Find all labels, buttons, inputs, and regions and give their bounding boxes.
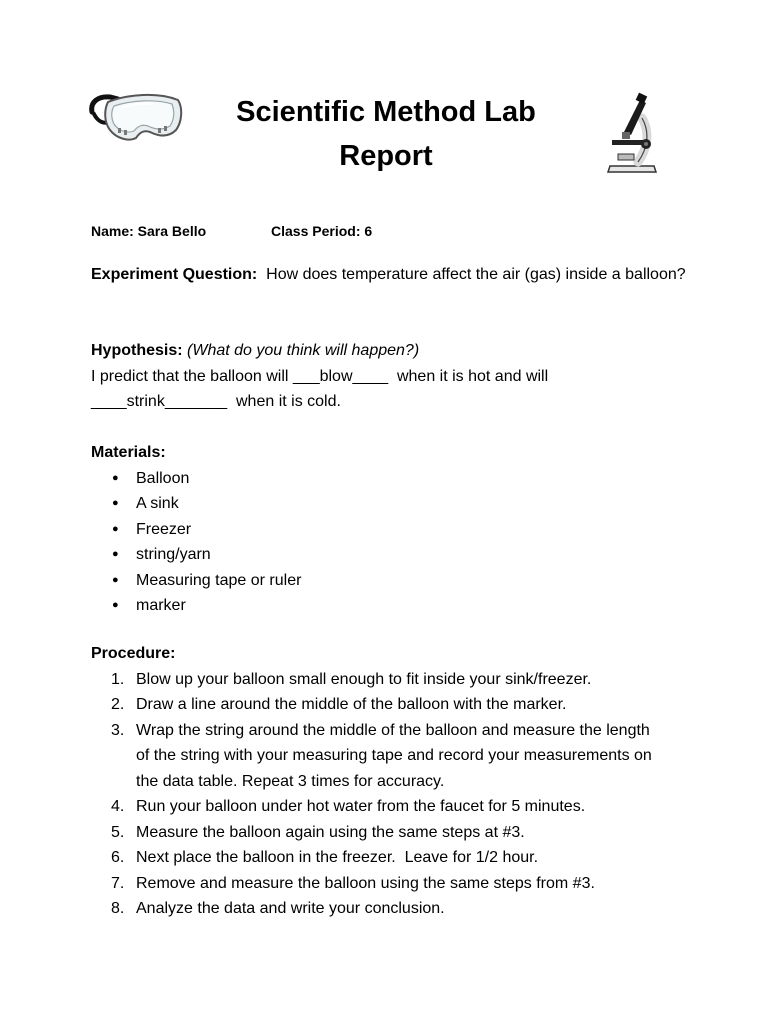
hypothesis-label: Hypothesis: (91, 342, 183, 359)
list-item (91, 794, 691, 820)
step-number: 4. (111, 798, 125, 815)
list-item: ● Freezer (91, 517, 691, 543)
procedure-section (91, 641, 691, 922)
list-item (91, 667, 691, 693)
list-item: ● Balloon (91, 466, 691, 492)
safety-goggles-icon (88, 88, 186, 148)
step-text: Measure the balloon again using the same steps at #3. (136, 823, 525, 841)
step-text: Run your balloon under hot water from the faucet for 5 minutes. (136, 798, 586, 815)
class-period: Class Period: 6 (271, 223, 373, 239)
student-info-line (91, 222, 373, 240)
procedure-label: Procedure: (91, 645, 176, 662)
page-title-line-1: Scientific Method Lab (236, 96, 536, 128)
step-text: Remove and measure the balloon using the same steps from #3. (136, 874, 595, 892)
list-item (91, 845, 691, 871)
experiment-question-label: Experiment Question: (91, 266, 258, 283)
materials-section (91, 440, 691, 619)
list-item: ● string/yarn (91, 542, 691, 568)
step-number: 8. (111, 900, 125, 917)
step-text: Draw a line around the middle of the balloon with the marker. (136, 696, 567, 713)
list-item (91, 871, 691, 897)
experiment-question (91, 262, 691, 288)
materials-label: Materials: (91, 444, 166, 461)
step-number: 5. (111, 823, 125, 841)
step-text: Analyze the data and write your conclusion. (136, 900, 445, 917)
page-title-line-2: Report (339, 140, 433, 172)
list-item: ● Measuring tape or ruler (91, 568, 691, 594)
microscope-icon (604, 92, 664, 176)
list-item: ● A sink (91, 491, 691, 517)
step-number: 2. (111, 696, 125, 713)
list-item (91, 718, 691, 795)
experiment-question-text: How does temperature affect the air (gas) inside a balloon? (257, 266, 686, 283)
procedure-list (91, 667, 691, 922)
step-number: 7. (111, 874, 125, 892)
list-item (91, 896, 691, 922)
list-item (91, 820, 691, 846)
student-name: Name: Sara Bello (91, 223, 207, 239)
materials-list (91, 466, 691, 619)
step-number: 3. (111, 721, 125, 739)
step-text: Blow up your balloon small enough to fit inside your sink/freezer. (136, 670, 592, 688)
list-item (91, 692, 691, 718)
hypothesis-section (91, 338, 691, 415)
list-item: ● marker (91, 593, 691, 619)
step-number: 6. (111, 849, 125, 866)
step-number: 1. (111, 670, 125, 688)
hypothesis-prompt: (What do you think will happen?) (182, 342, 420, 359)
hypothesis-line-2: ____strink_______ when it is cold. (91, 393, 341, 410)
step-text: Next place the balloon in the freezer. Leave for 1/2 hour. (136, 849, 539, 866)
page-title (200, 90, 572, 178)
step-text: Wrap the string around the middle of the balloon and measure the length of the string with your measuring tape and record your measurements on the data table. Repeat 3 times for accuracy. (136, 721, 652, 790)
hypothesis-line-1: I predict that the balloon will ___blow____ when it is hot and will (91, 367, 549, 385)
